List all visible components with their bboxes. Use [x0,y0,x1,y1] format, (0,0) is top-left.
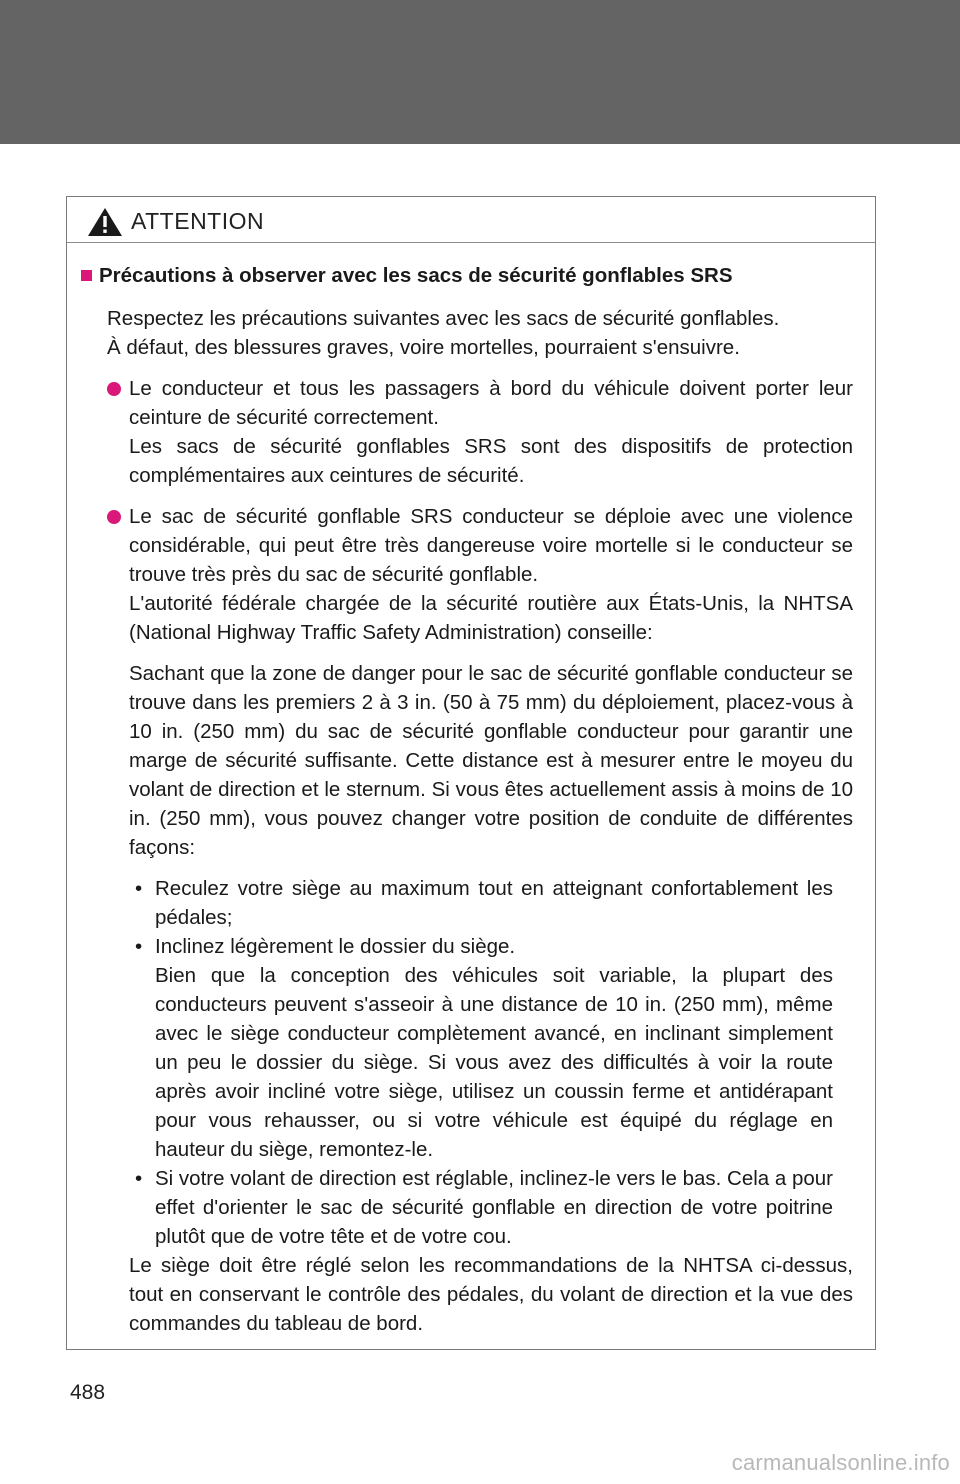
list-item [129,874,853,932]
bullet-text: Le conducteur et tous les passagers à bord du véhicule doivent porter leur ceinture de sécurité correctement. [129,377,853,429]
list-bullet: • [135,877,143,900]
intro-line: Respectez les précautions suivantes avec les sacs de sécurité gonflables. [107,307,780,330]
circle-bullet-icon [107,510,121,524]
warning-triangle-icon [87,207,123,237]
circle-bullet-icon [107,382,121,396]
list-item [129,932,853,1164]
list-item-text: Reculez votre siège au maximum tout en atteignant confortablement les pédales; [155,877,833,929]
list-bullet: • [135,935,143,958]
list-item-text: Si votre volant de direction est réglable, inclinez-le vers le bas. Cela a pour effet d'orienter le sac de sécurité gonflable en direction de votre poitrine plutôt que de votre tête et de votre cou. [155,1167,833,1248]
attention-content [67,243,875,1338]
watermark: carmanualsonline.info [731,1450,950,1475]
bullet-text: Les sacs de sécurité gonflables SRS sont des dispositifs de protection complémentaires aux ceintures de sécurité. [129,435,853,487]
section-heading [81,261,853,290]
list-item-continuation: Bien que la conception des véhicules soit variable, la plupart des conducteurs peuvent s'asseoir à une distance de 10 in. (250 mm), même avec le siège conducteur complètement avancé, en inclinant simplement un peu le dossier du siège. Si vous avez des difficultés à voir la route après avoir incliné votre siège, utilisez un coussin ferme et antidérapant pour vous rehausser, ou si votre véhicule est équipé du réglage en hauteur du siège, remontez-le. [155,964,833,1161]
bullet-text: L'autorité fédérale chargée de la sécurité routière aux États-Unis, la NHTSA (National Highway Traffic Safety Administration) conseille: [129,592,853,644]
advice-paragraph [81,659,853,862]
square-bullet-icon [81,270,92,281]
intro-line: À défaut, des blessures graves, voire mortelles, pourraient s'ensuivre. [107,336,740,359]
bullet-item [81,374,853,490]
section-heading-text: Précautions à observer avec les sacs de sécurité gonflables SRS [99,264,733,287]
list-bullet: • [135,1167,143,1190]
advice-text: Sachant que la zone de danger pour le sac de sécurité gonflable conducteur se trouve dans les premiers 2 à 3 in. (50 à 75 mm) du déploiement, placez-vous à 10 in. (250 mm) du sac de sécurité gonflable conducteur pour garantir une marge de sécurité suffisante. Cette distance est à mesurer entre le moyeu du volant de direction et le sternum. Si vous êtes actuellement assis à moins de 10 in. (250 mm), vous pouvez changer votre position de conduite de différentes façons: [129,662,853,859]
bullet-text: Le sac de sécurité gonflable SRS conducteur se déploie avec une violence considérable, qui peut être très dangereuse voire mortelle si le conducteur se trouve très près du sac de sécurité gonflable. [129,505,853,586]
header-band [0,0,960,144]
intro [81,304,853,362]
list-item [129,1164,853,1251]
attention-header [67,197,875,243]
closing-text: Le siège doit être réglé selon les recommandations de la NHTSA ci-dessus, tout en conservant le contrôle des pédales, du volant de direction et la vue des commandes du tableau de bord. [129,1254,853,1335]
attention-title: ATTENTION [131,208,265,234]
bullet-item [81,502,853,647]
closing-paragraph [81,1251,853,1338]
page-number: 488 [70,1381,106,1404]
list-item-text: Inclinez légèrement le dossier du siège. [155,935,516,958]
adjustment-list [81,874,853,1251]
attention-box [66,196,876,1350]
